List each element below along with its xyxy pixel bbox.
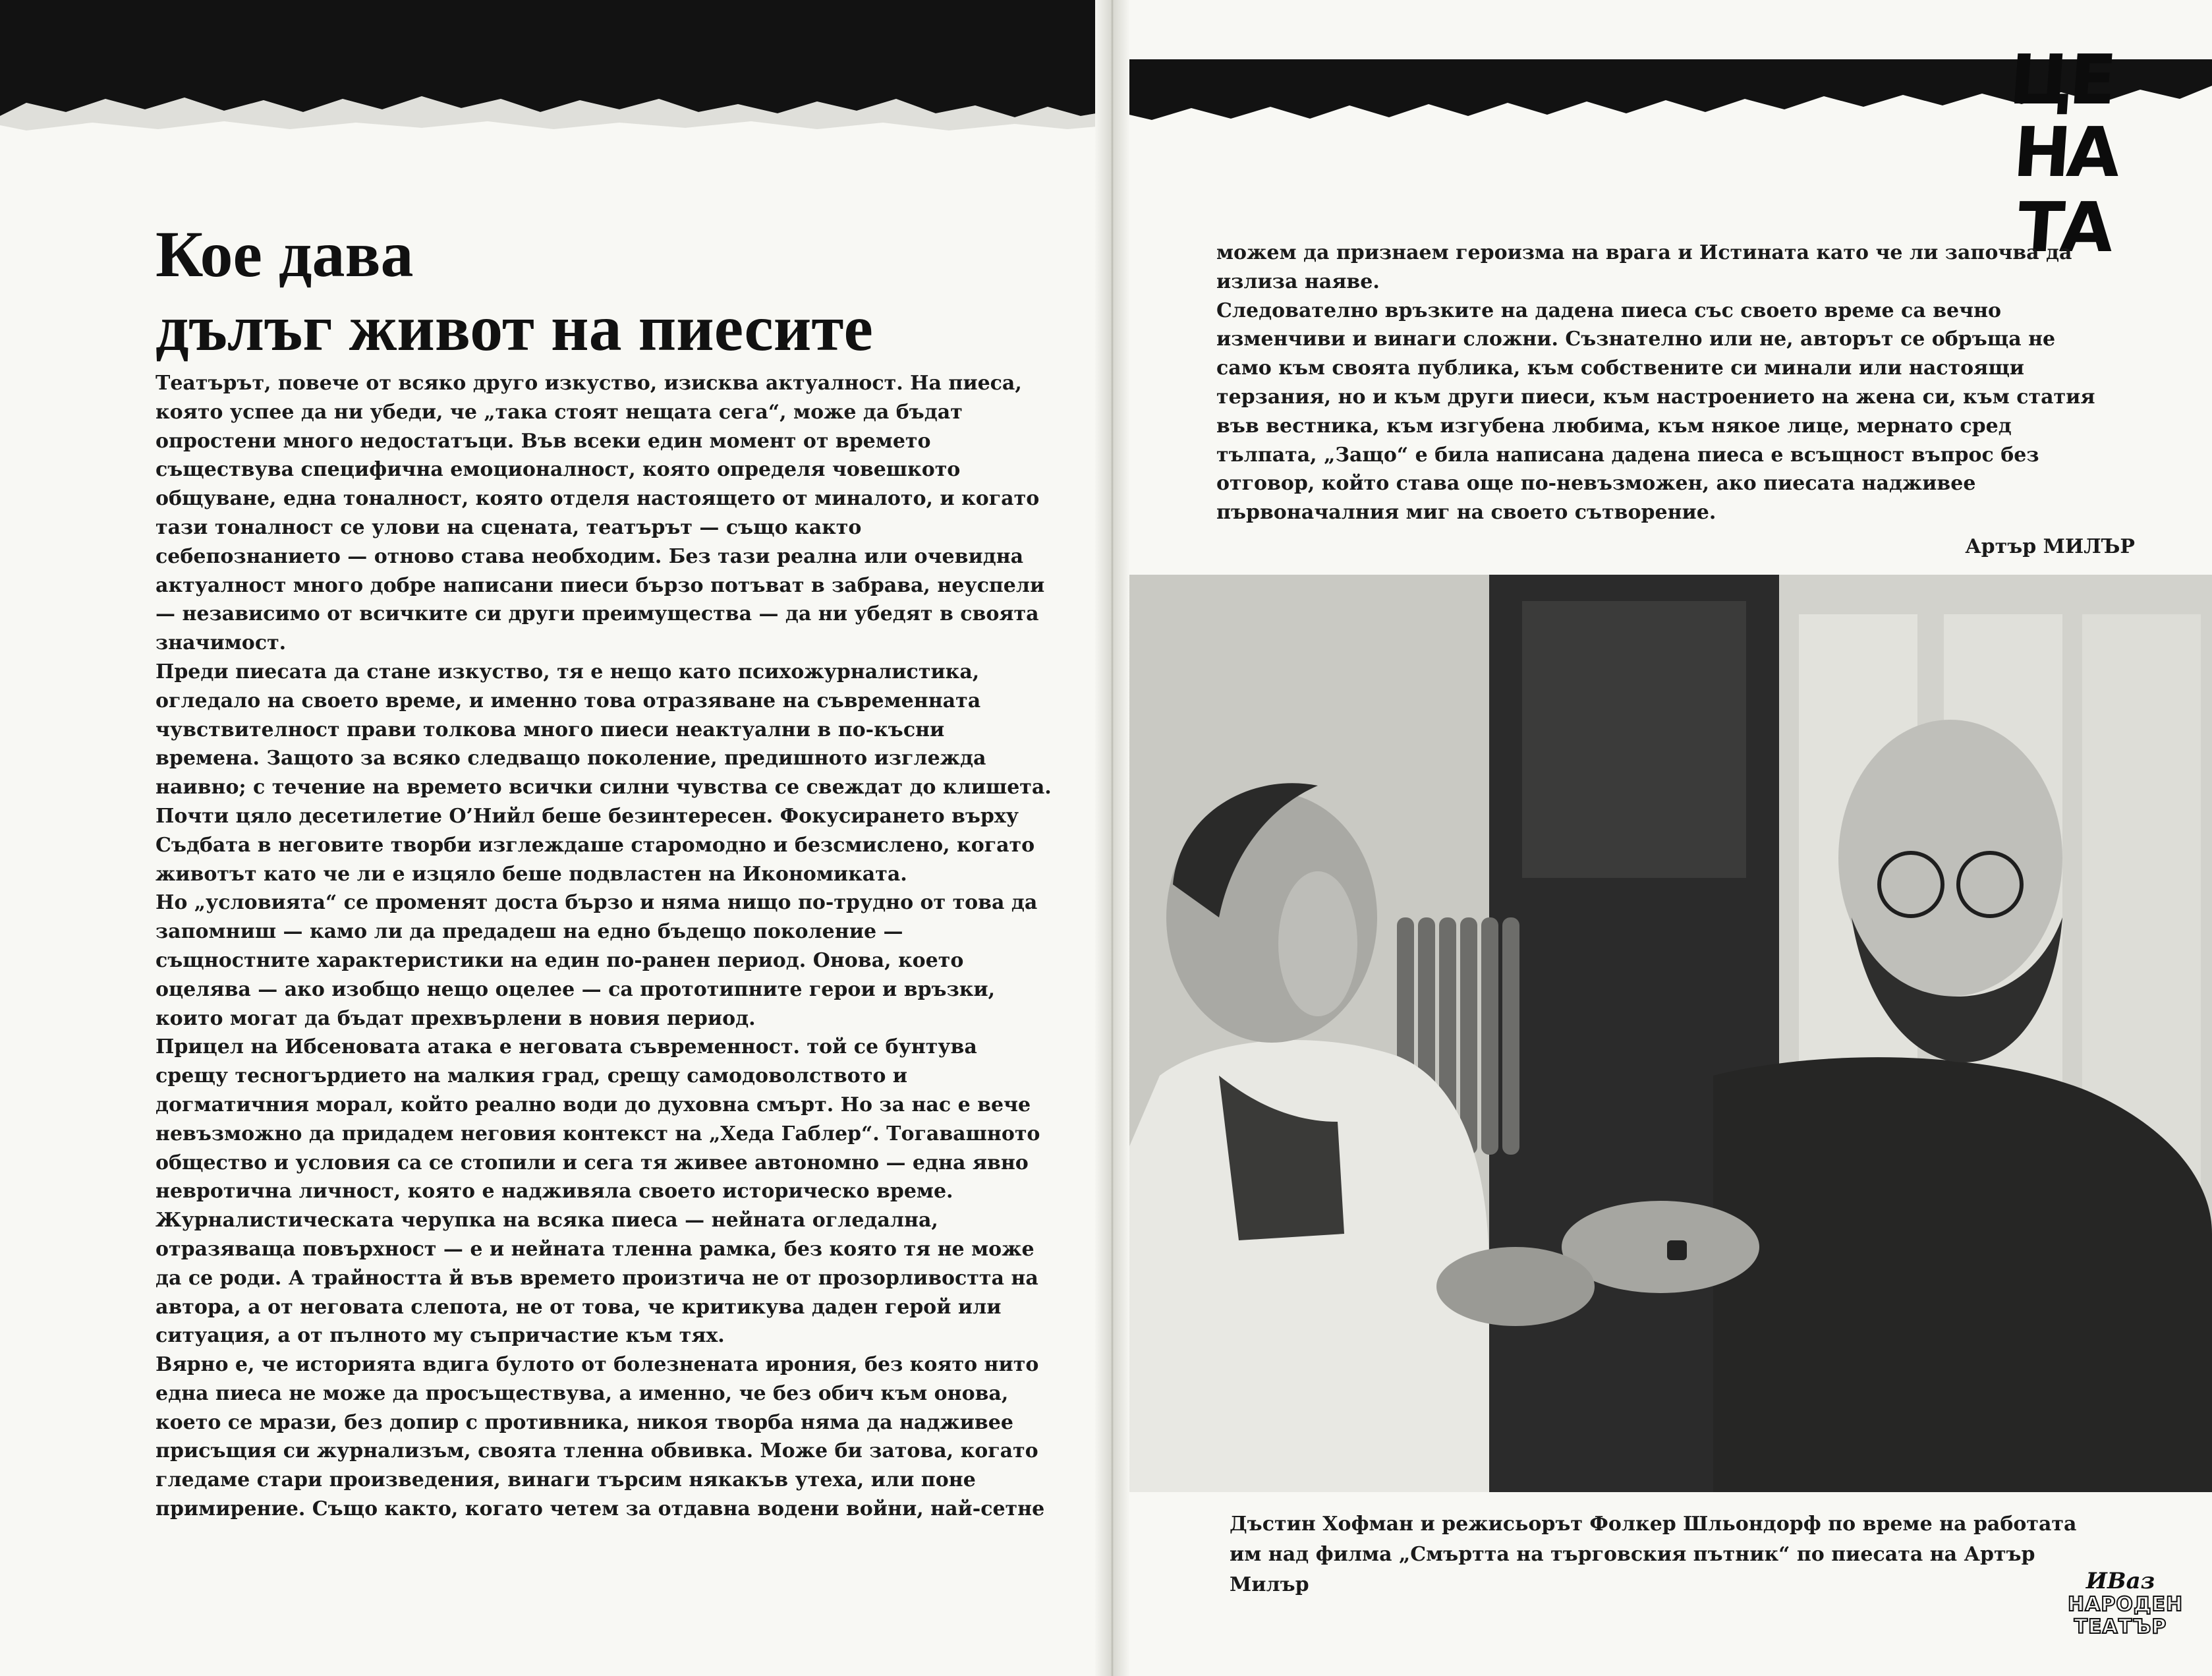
article-headline xyxy=(156,217,873,365)
right-page xyxy=(1112,0,2212,1676)
torn-paper-band xyxy=(0,0,1112,158)
article-body-right xyxy=(1216,239,2116,527)
national-theatre-logo xyxy=(2068,1568,2184,1661)
paragraph: Прицел на Ибсеновата атака е неговата съвременност. той се бунтува срещу тесногърдието на малкия град, срещу самодоволството и догматичния морал, който реално води до духовна смърт. Но за нас е вече невъзможно да придадем неговия контекст на „Хеда Габлер“. Тогавашното общество и условия са се стопили и сега тя живее автономно — една явно невротична личност, която е надживяла своето историческо време. Журналистическата черупка на всяка пиеса — нейната огледална, отразяваща повърхност — е и нейната тленна рамка, без която тя не може да се роди. А трайността й във времето произтича не от прозорливостта на автора, а от неговата слепота, не от това, че критикува даден герой или ситуация, а от пълното му съпричастие към тях. xyxy=(156,1035,1040,1348)
paragraph: Следователно връзките на дадена пиеса със своето време са вечно изменчиви и винаги сложни. Съзнателно или не, авторът се обръща не само към своята публика, към собствените си минали или настоящи терзания, но и към други пиеси, към настроението на жена си, към статия във вестника, към изгубена любима, към някое лице, мернато сред тълпата, „Защо“ е била написана дадена пиеса е всъщност въпрос без отговор, който става още по-невъзможен, ако пиесата надживее първоначалния миг на своето сътворение. xyxy=(1216,299,2095,525)
paragraph: Вярно е, че историята вдига булото от болезнената ирония, без която нито една пиеса не може да просъществува, а именно, че без обич към онова, което се мрази, без допир с противника, никоя творба няма да надживее присъщия си журнализъм, своята тленна обвивка. Може би затова, когато гледаме стари произведения, винаги търсим някакъв утеха, или поне примирение. Също както, когато четем за отдавна водени войни, най-сетне xyxy=(156,1353,1045,1521)
article-body-left xyxy=(156,369,1052,1524)
headline-line-2: дълъг живот на пиесите xyxy=(156,291,873,364)
logo-letters-3: ТА xyxy=(2014,187,2113,268)
paragraph: Театърът, повече от всяко друго изкуство, изисква актуалност. На пиеса, която успее да ни убеди, че „така стоят нещата сега“, може да бъдат опростени много недостатъци. Във всеки един момент от времето съществува специфична емоционалност, която определя човешкото общуване, една тоналност, която отделя настоящето от миналото, и когато тази тоналност се улови на сцената, театърът — също както себепознанието — отново става необходим. Без тази реална или очевидна актуалност много добре написани пиеси бързо потъват в забрава, неуспели — независимо от всичките си други преимущества — да ни убедят в своята значимост. xyxy=(156,372,1045,655)
logo-script: ИВаз xyxy=(2085,1568,2155,1594)
logo-letters-2: НА xyxy=(2010,112,2119,192)
logo-line-2: ТЕАТЪР xyxy=(2074,1615,2167,1638)
logo-line-1: НАРОДЕН xyxy=(2068,1593,2184,1616)
photo-caption: Дъстин Хофман и режисьорът Фолкер Шльондорф по време на работата им над филма „Смъртта на търговския пътник“ по пиесата на Артър Милър xyxy=(1230,1513,2077,1596)
paragraph: можем да признаем героизма на врага и Истината като че ли започва да излиза наяве. xyxy=(1216,241,2072,293)
page-gutter xyxy=(1095,0,1129,1676)
author-signature: Артър МИЛЪР xyxy=(1965,535,2135,558)
film-still-photo xyxy=(1120,575,2212,1492)
paragraph: Но „условията“ се променят доста бързо и няма нищо по-трудно от това да запомниш — камо ли да предадеш на едно бъдещо поколение — същностните характеристики на един по-ранен период. Онова, което оцелява — ако изобщо нещо оцелее — са прототипните герои и връзки, които могат да бъдат прехвърлени в новия период. xyxy=(156,891,1038,1030)
logo-letters-1: ЦЕ xyxy=(2006,40,2115,120)
paragraph: Преди пиесата да стане изкуство, тя е нещо като психожурналистика, огледало на своето време, и именно това отразяване на съвременната чувствителност прави толкова много пиеси неактуални в по-късни времена. Защото за всяко следващо поколение, предишното изглежда наивно; с течение на времето всички силни чувства се свеждат до клишета. Почти цяло десетилетие О’Нийл беше безинтересен. Фокусирането върху Съдбата в неговите творби изглеждаше старомодно и безсмислено, когато животът като че ли е изцяло беше подвластен на Икономиката. xyxy=(156,660,1052,886)
headline-line-1: Кое дава xyxy=(156,217,414,291)
